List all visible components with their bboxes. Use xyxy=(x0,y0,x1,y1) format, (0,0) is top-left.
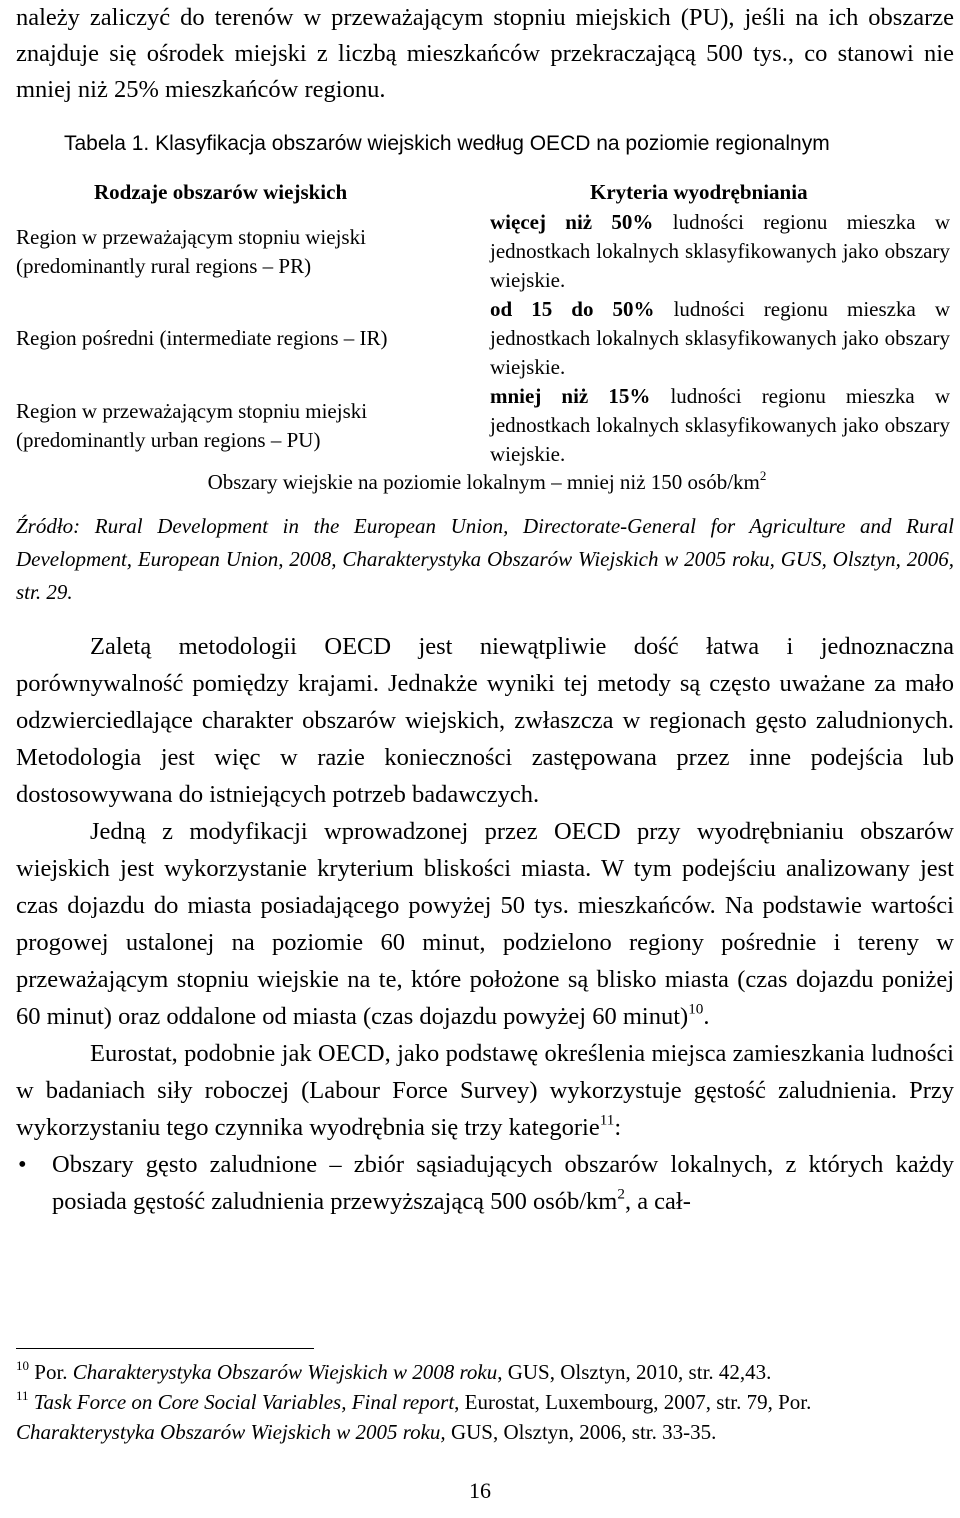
footnote-text: Por. xyxy=(29,1360,73,1384)
footnote-text: , Eurostat, Luxembourg, 2007, str. 79, Por. xyxy=(454,1390,812,1414)
intro-paragraph: należy zaliczyć do terenów w przeważającym stopniu miejskich (PU), jeśli na ich obszarze znajduje się ośrodek miejski z liczbą mieszkańców przekraczającą 500 tys., co stanowi nie mniej niż 25% mieszkańców regionu. xyxy=(16,4,954,103)
table-row-pr-label: Region w przeważającym stopniu wiejski (predominantly rural regions – PR) xyxy=(16,224,366,278)
body-text xyxy=(16,628,954,1220)
bullet-icon: • xyxy=(18,1151,27,1178)
paragraph-end: . xyxy=(703,1003,710,1030)
footnote-number: 10 xyxy=(16,1357,30,1373)
bullet-item-dense-areas xyxy=(16,1146,954,1220)
footnote-divider xyxy=(16,1348,314,1349)
criteria-threshold: więcej niż 50% xyxy=(490,210,654,234)
footnote-title: Charakterystyka Obszarów Wiejskich w 2005 roku, xyxy=(16,1420,446,1444)
footnote-ref-10: 10 xyxy=(688,1000,704,1018)
criteria-text: ludności regionu mieszka w jednostkach lokalnych sklasyfikowanych jako obszary wiejskie. xyxy=(490,297,951,379)
header-area-types: Rodzaje obszarów wiejskich xyxy=(94,180,348,204)
footnote-ref-11: 11 xyxy=(599,1111,615,1129)
footnote-title: Charakterystyka Obszarów Wiejskich w 2008 roku xyxy=(72,1360,498,1384)
bullet-sup: 2 xyxy=(617,1185,625,1203)
paragraph-text: Eurostat, podobnie jak OECD, jako podstawę określenia miejsca zamieszkania ludności w badaniach siły roboczej (Labour Force Survey) wykorzystuje gęstość zaludnienia. Przy wykorzystaniu tego czynnika wyodrębnia się trzy kategorie xyxy=(16,1040,954,1141)
footnote-text: GUS, Olsztyn, 2006, str. 33-35. xyxy=(445,1420,717,1444)
header-criteria: Kryteria wyodrębniania xyxy=(590,180,808,204)
paragraph-city-proximity xyxy=(16,813,954,1035)
table-caption: Tabela 1. Klasyfikacja obszarów wiejskich według OECD na poziomie regionalnym xyxy=(64,132,830,155)
footnotes xyxy=(16,1357,954,1447)
bullet-text: Obszary gęsto zaludnione – zbiór sąsiadujących obszarów lokalnych, z których każdy posiada gęstość zaludnienia przewyższającą 500 osób/km xyxy=(52,1151,954,1215)
table-footer-text: Obszary wiejskie na poziomie lokalnym – mniej niż 150 osób/km xyxy=(207,470,760,494)
table-footer xyxy=(16,468,958,497)
criteria-threshold: mniej niż 15% xyxy=(490,384,651,408)
criteria-text: ludności regionu mieszka w jednostkach lokalnych sklasyfikowanych jako obszary wiejskie. xyxy=(490,210,950,292)
paragraph-end: : xyxy=(614,1114,622,1141)
footnote-title: Task Force on Core Social Variables, Final report xyxy=(28,1390,455,1414)
paragraph-text: Jedną z modyfikacji wprowadzonej przez OECD przy wyodrębnianiu obszarów wiejskich jest wykorzystanie kryterium bliskości miasta. W tym podejściu analizowany jest czas dojazdu do miasta posiadającego powyżej 50 tys. mieszkańców. Na podstawie wartości progowej ustalonej na poziomie 60 minut, podzielono regiony pośrednie i tereny w przeważającym stopniu wiejskie na te, które położone są blisko miasta (czas dojazdu poniżej 60 minut) oraz oddalone od miasta (czas dojazdu powyżej 60 minut) xyxy=(16,818,954,1030)
footnote-text: , GUS, Olsztyn, 2010, str. 42,43. xyxy=(497,1360,772,1384)
paragraph-eurostat xyxy=(16,1035,954,1146)
criteria-threshold: od 15 do 50% xyxy=(490,297,655,321)
footnote-10 xyxy=(16,1357,954,1387)
criteria-text: ludności regionu mieszka w jednostkach lokalnych sklasyfikowanych jako obszary wiejskie. xyxy=(490,384,950,466)
bullet-end: , a cał- xyxy=(624,1188,691,1215)
footnote-11 xyxy=(16,1387,954,1447)
footnote-number: 11 xyxy=(16,1387,29,1403)
table-row-pu-label: Region w przeważającym stopniu miejski (predominantly urban regions – PU) xyxy=(16,398,368,452)
table-source-note: Źródło: Rural Development in the European Union, Directorate-General for Agriculture and Rural Development, European Union, 2008, Charakterystyka Obszarów Wiejskich w 2005 roku, GUS, Olsztyn, 2006, str. 29. xyxy=(16,514,954,604)
classification-table xyxy=(16,178,958,494)
table-row-pu-criteria xyxy=(490,382,950,469)
table-header xyxy=(16,178,958,208)
table-row-pr-criteria xyxy=(490,208,950,295)
table-row-ir-label: Region pośredni (intermediate regions – IR) xyxy=(16,326,388,350)
paragraph-oecd-advantages: Zaletą metodologii OECD jest niewątpliwie dość łatwa i jednoznaczna porównywalność pomiędzy krajami. Jednakże wyniki tej metody są często uważane za mało odzwierciedlające charakter obszarów wiejskich, zwłaszcza w regionach gęsto zaludnionych. Metodologia jest więc w razie konieczności zastępowana przez inne podejścia lub dostosowywana do istniejących potrzeb badawczych. xyxy=(16,633,954,808)
table-footer-sup: 2 xyxy=(759,467,767,483)
table-row-ir-criteria xyxy=(490,295,950,382)
page-number: 16 xyxy=(469,1478,491,1503)
